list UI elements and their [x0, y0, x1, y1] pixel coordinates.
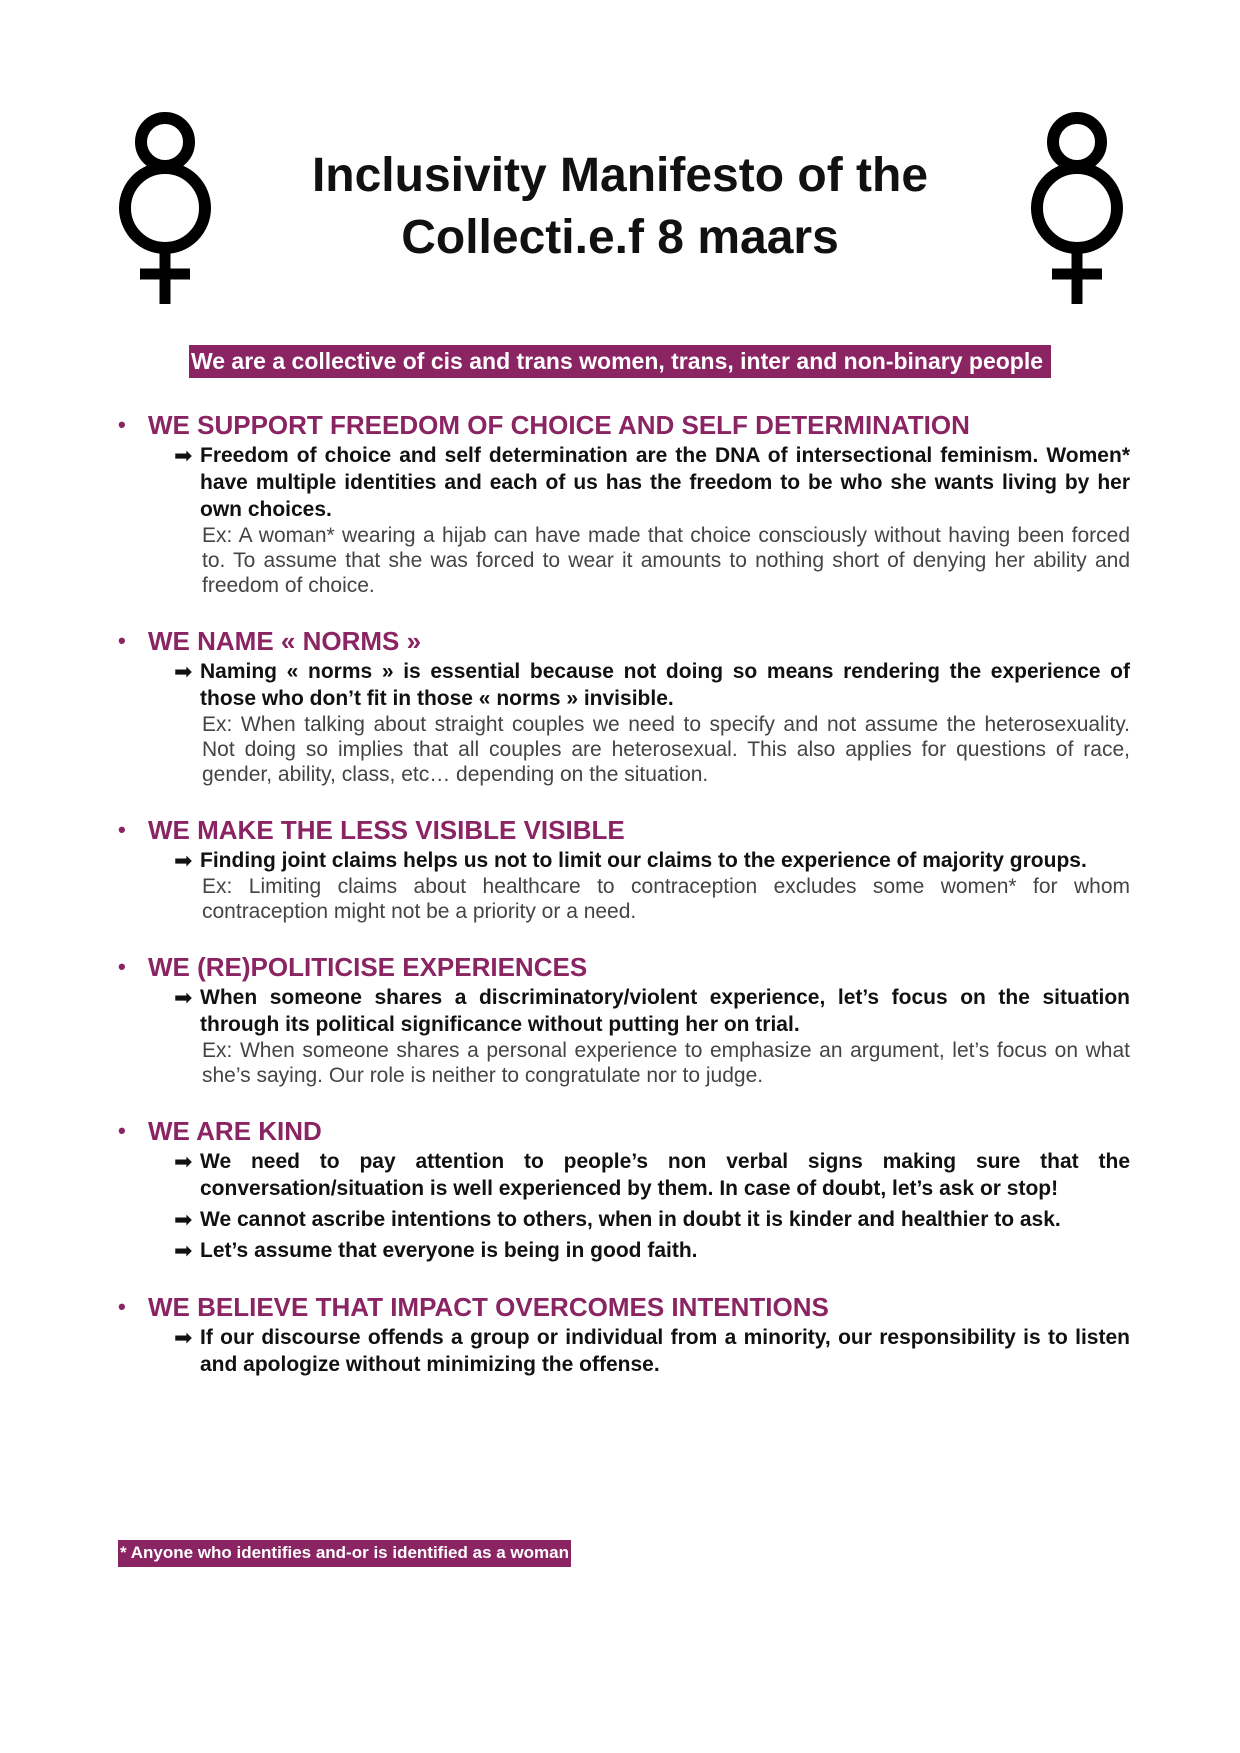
bullet-icon: • — [118, 817, 126, 842]
section-point — [174, 1206, 1130, 1233]
manifesto-sections — [118, 408, 1130, 1404]
section-freedom-of-choice — [118, 408, 1130, 598]
bullet-icon: • — [118, 1294, 126, 1319]
section-name-norms — [118, 624, 1130, 787]
right-arrow-icon: ➡ — [174, 1207, 193, 1232]
right-arrow-icon: ➡ — [174, 1325, 193, 1350]
section-heading-text: WE NAME « NORMS » — [148, 626, 422, 656]
point-example: Ex: When someone shares a personal experience to emphasize an argument, let’s focus on what she’s saying. Our role is neither to congratulate nor to judge. — [202, 1039, 1130, 1087]
right-arrow-icon: ➡ — [174, 985, 193, 1010]
section-heading-text: WE BELIEVE THAT IMPACT OVERCOMES INTENTIONS — [148, 1292, 829, 1322]
point-claim: Naming « norms » is essential because not doing so means rendering the experience of those who don’t fit in those « norms » invisible. — [200, 660, 1130, 710]
female-symbol-icon — [1022, 112, 1132, 307]
point-claim: Freedom of choice and self determination are the DNA of intersectional feminism. Women* have multiple identities and each of us has the freedom to be who she wants living by her own choices. — [200, 444, 1130, 521]
section-point — [174, 442, 1130, 598]
point-example: Ex: Limiting claims about healthcare to contraception excludes some women* for whom contraception might not be a priority or a need. — [202, 875, 1130, 923]
point-claim: We need to pay attention to people’s non verbal signs making sure that the conversation/situation is well experienced by them. In case of doubt, let’s ask or stop! — [200, 1150, 1130, 1200]
point-claim: If our discourse offends a group or individual from a minority, our responsibility is to listen and apologize without minimizing the offense. — [200, 1326, 1130, 1376]
section-heading — [118, 813, 1130, 847]
intro-banner — [0, 346, 1240, 376]
section-heading — [118, 624, 1130, 658]
section-heading-text: WE SUPPORT FREEDOM OF CHOICE AND SELF DETERMINATION — [148, 410, 970, 440]
section-repoliticise — [118, 950, 1130, 1088]
point-claim: When someone shares a discriminatory/violent experience, let’s focus on the situation through its political significance without putting her on trial. — [200, 986, 1130, 1036]
section-heading — [118, 408, 1130, 442]
section-heading — [118, 1290, 1130, 1324]
point-claim: Finding joint claims helps us not to limit our claims to the experience of majority groups. — [200, 849, 1087, 872]
bullet-icon: • — [118, 412, 126, 437]
bullet-icon: • — [118, 954, 126, 979]
point-claim: Let’s assume that everyone is being in good faith. — [200, 1239, 698, 1262]
section-impact — [118, 1290, 1130, 1378]
section-point — [174, 1148, 1130, 1202]
bullet-icon: • — [118, 1118, 126, 1143]
right-arrow-icon: ➡ — [174, 848, 193, 873]
section-point — [174, 658, 1130, 787]
section-kind — [118, 1114, 1130, 1264]
intro-text: We are a collective of cis and trans women, trans, inter and non-binary people — [189, 345, 1051, 378]
section-heading-text: WE (RE)POLITICISE EXPERIENCES — [148, 952, 588, 982]
title-line-2: Collecti.e.f 8 maars — [401, 211, 839, 264]
section-point — [174, 984, 1130, 1088]
female-symbol-icon — [110, 112, 220, 307]
point-example: Ex: When talking about straight couples we need to specify and not assume the heterosexuality. Not doing so implies that all couples are heterosexual. This also applies for questions of race, gender, ability, class, etc… depending on the situation. — [202, 713, 1130, 786]
page-title — [240, 145, 1000, 269]
section-heading-text: WE ARE KIND — [148, 1116, 322, 1146]
right-arrow-icon: ➡ — [174, 1238, 193, 1263]
section-less-visible — [118, 813, 1130, 924]
right-arrow-icon: ➡ — [174, 1149, 193, 1174]
section-heading — [118, 1114, 1130, 1148]
section-heading — [118, 950, 1130, 984]
right-arrow-icon: ➡ — [174, 443, 193, 468]
right-arrow-icon: ➡ — [174, 659, 193, 684]
point-claim: We cannot ascribe intentions to others, when in doubt it is kinder and healthier to ask. — [200, 1208, 1061, 1231]
point-example: Ex: A woman* wearing a hijab can have made that choice consciously without having been forced to. To assume that she was forced to wear it amounts to nothing short of denying her ability and freedom of choice. — [202, 524, 1130, 597]
section-heading-text: WE MAKE THE LESS VISIBLE VISIBLE — [148, 815, 625, 845]
footnote: * Anyone who identifies and-or is identified as a woman — [118, 1540, 571, 1567]
section-point — [174, 1324, 1130, 1378]
section-point — [174, 1237, 1130, 1264]
section-point — [174, 847, 1130, 924]
bullet-icon: • — [118, 628, 126, 653]
title-line-1: Inclusivity Manifesto of the — [311, 149, 929, 202]
